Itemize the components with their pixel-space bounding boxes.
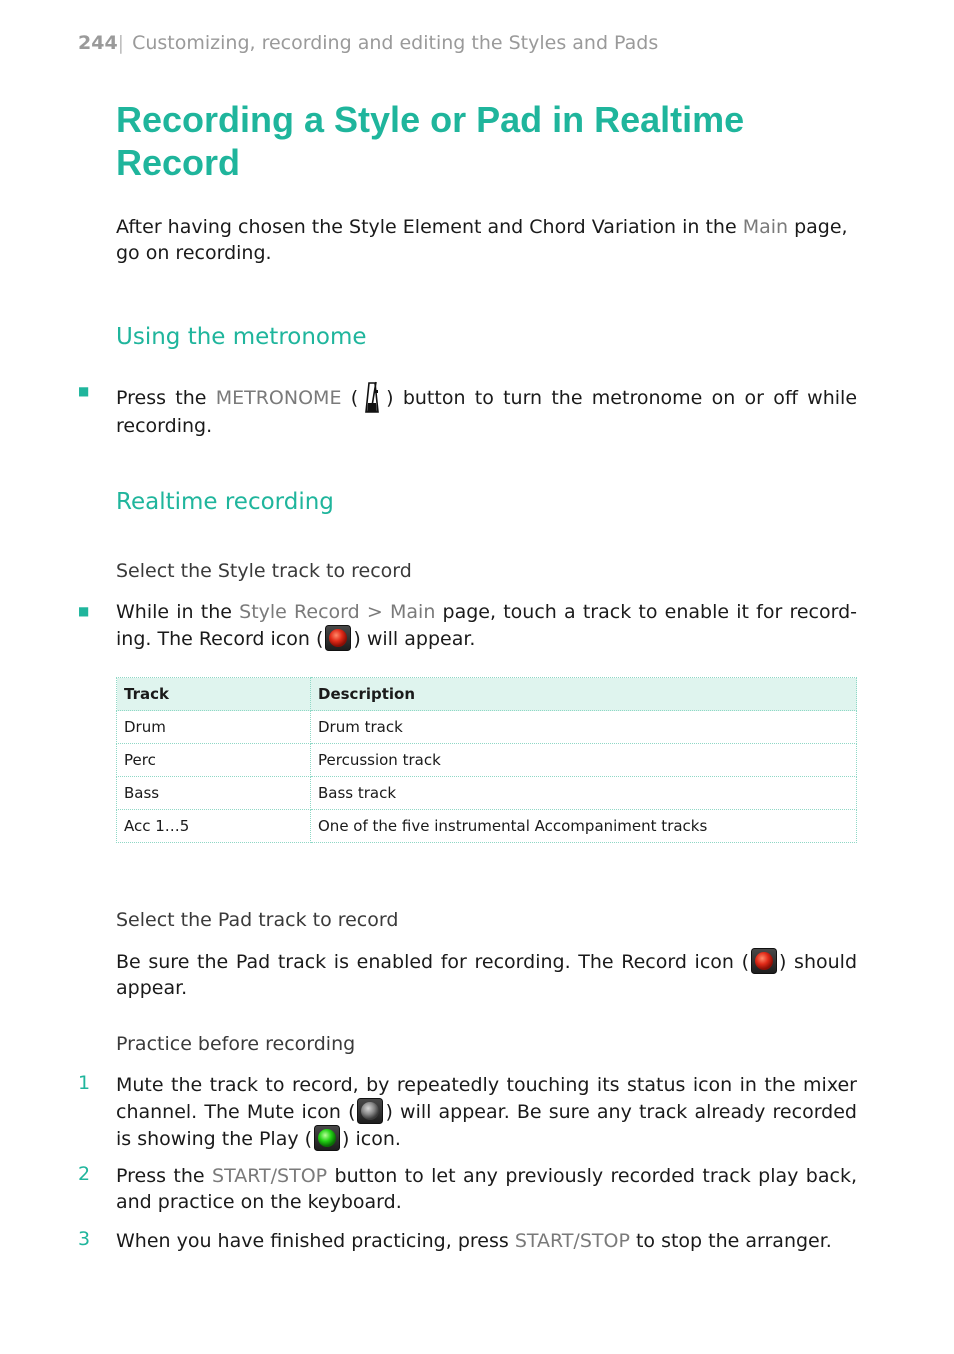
step-3-text-end: to stop the arranger. xyxy=(629,1230,832,1252)
table-header-row xyxy=(117,678,857,711)
metronome-paragraph xyxy=(116,379,857,439)
paren-open: ( xyxy=(341,387,359,409)
metronome-keyword: METRONOME xyxy=(215,387,342,409)
track-table xyxy=(116,677,857,843)
step-1-text-end: ) icon. xyxy=(342,1128,401,1150)
table-row xyxy=(117,711,857,744)
step-2-text: Press the xyxy=(116,1165,213,1187)
subheading-pad-track: Select the Pad track to record xyxy=(116,909,399,931)
table-row xyxy=(117,744,857,777)
track-cell: Bass xyxy=(117,777,311,810)
step-1-text-mid: ) will appear. Be sure any track already recorded is showing the Play ( xyxy=(116,1101,857,1150)
record-icon xyxy=(751,948,777,974)
start-stop-keyword: START/STOP xyxy=(514,1230,630,1252)
style-record-text-end: ) will appear. xyxy=(353,628,476,650)
step-3-paragraph xyxy=(116,1228,857,1254)
breadcrumb-separator: > xyxy=(359,601,390,623)
main-keyword: Main xyxy=(742,216,789,238)
chapter-title: Customizing, recording and editing the Styles and Pads xyxy=(132,32,659,54)
style-record-keyword: Style Record xyxy=(239,601,360,623)
intro-text: After having chosen the Style Element and Chord Variation in the xyxy=(116,216,743,238)
metronome-text-end: ) button to turn the metronome on or off while recording. xyxy=(116,387,858,437)
subheading-style-track: Select the Style track to record xyxy=(116,560,412,582)
start-stop-keyword: START/STOP xyxy=(212,1165,328,1187)
intro-text-end: page, go on recording. xyxy=(116,216,848,264)
style-record-text-mid: page, touch a track to enable it for record-ing. The Record icon ( xyxy=(116,601,857,650)
description-cell: Percussion track xyxy=(311,744,857,777)
step-number: 1 xyxy=(78,1072,91,1094)
step-1-text: Mute the track to record, by repeatedly touching its status icon in the mixer channel. The Mute icon ( xyxy=(116,1074,857,1123)
page-title: Recording a Style or Pad in Realtime Record xyxy=(116,99,745,183)
heading-using-metronome: Using the metronome xyxy=(116,324,367,350)
step-2-paragraph xyxy=(116,1163,857,1215)
track-cell: Drum xyxy=(117,711,311,744)
step-1-paragraph xyxy=(116,1072,857,1152)
description-cell: Drum track xyxy=(311,711,857,744)
pad-text-end: ) should appear. xyxy=(116,951,858,999)
step-number: 2 xyxy=(78,1163,91,1185)
page-number: 244 xyxy=(78,32,118,54)
description-cell: Bass track xyxy=(311,777,857,810)
running-header xyxy=(78,32,658,54)
header-separator: | xyxy=(117,32,125,54)
style-record-paragraph xyxy=(116,599,857,652)
description-cell: One of the five instrumental Accompaniment tracks xyxy=(311,810,857,843)
subheading-practice: Practice before recording xyxy=(116,1033,356,1055)
bullet-marker: ■ xyxy=(78,604,90,618)
pad-text: Be sure the Pad track is enabled for recording. The Record icon ( xyxy=(116,951,749,973)
style-record-text: While in the xyxy=(116,601,240,623)
main-keyword: Main xyxy=(390,601,436,623)
column-header-track: Track xyxy=(117,678,311,711)
track-cell: Acc 1…5 xyxy=(117,810,311,843)
step-number: 3 xyxy=(78,1228,91,1250)
pad-paragraph xyxy=(116,948,857,1001)
record-icon xyxy=(325,625,351,651)
heading-realtime-recording: Realtime recording xyxy=(116,489,334,515)
mute-icon xyxy=(357,1098,383,1124)
column-header-description: Description xyxy=(311,678,857,711)
metronome-text: Press the xyxy=(116,387,216,409)
step-3-text: When you have finished practicing, press xyxy=(116,1230,515,1252)
track-cell: Perc xyxy=(117,744,311,777)
step-2-text-end: button to let any previously recorded track play back, and practice on the keyboard. xyxy=(116,1165,857,1213)
metronome-icon xyxy=(360,379,384,413)
bullet-marker: ■ xyxy=(78,384,90,398)
play-icon xyxy=(314,1125,340,1151)
table-row xyxy=(117,777,857,810)
intro-paragraph xyxy=(116,214,857,266)
table-row xyxy=(117,810,857,843)
